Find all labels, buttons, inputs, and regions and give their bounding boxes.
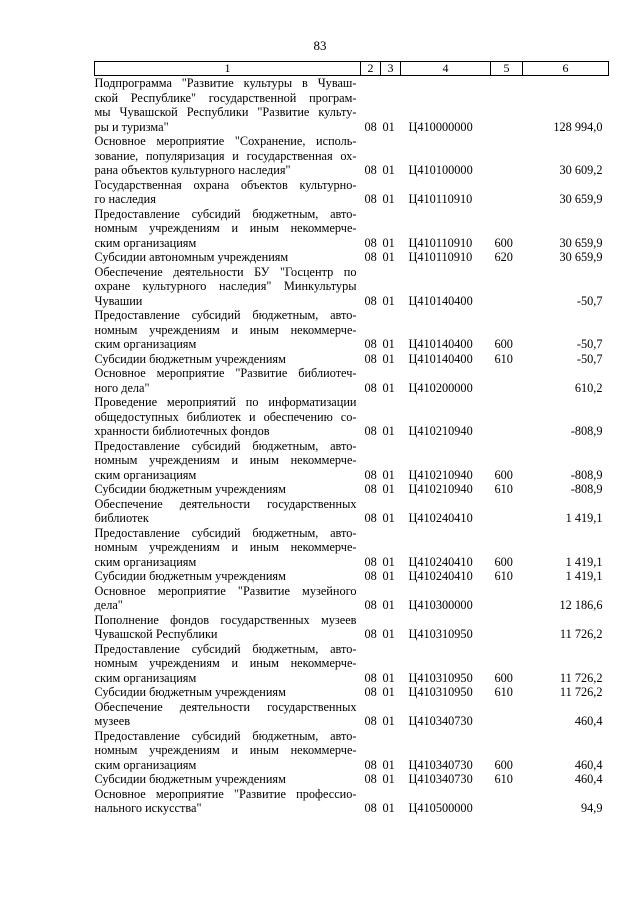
row-name-line: Предоставление субсидий бюджетным, авто- <box>94 206 357 221</box>
row-name-line: Проведение мероприятий по информатизации <box>94 395 357 409</box>
amount: 128 994,0 <box>553 119 603 134</box>
subsection-code: 01 <box>382 554 395 569</box>
row-name-line: Субсидии автономным учреждениям <box>94 250 289 264</box>
row-name-line: го наследия <box>94 192 156 206</box>
row-name-line: охране культурного наследия" Минкультуры <box>94 279 357 293</box>
table-row <box>95 250 609 265</box>
target-article: Ц410110910 <box>408 250 473 264</box>
row-name-line: Предоставление субсидий бюджетным, авто- <box>94 438 357 453</box>
table-row <box>95 395 609 439</box>
expense-type: 620 <box>494 250 513 264</box>
target-article: Ц410110910 <box>408 192 473 206</box>
row-name <box>95 366 361 395</box>
row-name-line: дела" <box>94 598 123 612</box>
section-code: 08 <box>364 250 377 264</box>
expense-type <box>491 700 523 729</box>
row-name <box>95 772 361 787</box>
amount: -50,7 <box>576 293 603 308</box>
row-name-line: Предоставление субсидий бюджетным, авто- <box>94 728 357 743</box>
expense-type: 600 <box>494 670 513 685</box>
row-name <box>95 642 361 686</box>
table-row <box>95 76 609 135</box>
expense-type <box>491 265 523 309</box>
table-row <box>95 729 609 773</box>
target-article: Ц410110910 <box>408 235 473 250</box>
subsection-code: 01 <box>382 772 395 786</box>
row-name <box>95 729 361 773</box>
subsection-code: 01 <box>382 569 395 583</box>
amount: 460,4 <box>574 714 603 728</box>
table-row <box>95 178 609 207</box>
amount: 30 659,9 <box>559 250 603 264</box>
expense-type <box>491 178 523 207</box>
section-code: 08 <box>364 598 377 612</box>
header-col-1: 1 <box>95 62 361 76</box>
section-code: 08 <box>364 337 377 351</box>
subsection-code: 01 <box>382 380 395 395</box>
page-number: 83 <box>313 38 327 53</box>
amount: 11 726,2 <box>559 670 603 685</box>
row-name <box>95 265 361 309</box>
row-name-line: ским организациям <box>94 554 197 569</box>
target-article: Ц410240410 <box>408 569 473 583</box>
section-code: 08 <box>364 627 377 641</box>
row-name <box>95 526 361 570</box>
subsection-code: 01 <box>382 801 395 815</box>
row-name-line: Предоставление субсидий бюджетным, авто- <box>94 308 357 322</box>
row-name <box>95 787 361 816</box>
amount: 11 726,2 <box>559 685 603 699</box>
row-name-line: Основное мероприятие "Развитие библиотеч- <box>94 366 357 380</box>
subsection-code: 01 <box>382 714 395 728</box>
subsection-code: 01 <box>382 192 395 206</box>
amount: 30 609,2 <box>559 163 603 177</box>
section-code: 08 <box>364 351 377 366</box>
row-name <box>95 308 361 352</box>
target-article: Ц410300000 <box>408 598 473 612</box>
subsection-code: 01 <box>382 685 395 699</box>
row-name <box>95 569 361 584</box>
target-article: Ц410240410 <box>408 554 473 569</box>
expense-type: 600 <box>494 467 513 482</box>
target-article: Ц410200000 <box>408 380 473 395</box>
table-row <box>95 787 609 816</box>
row-name-line: Субсидии бюджетным учреждениям <box>94 482 286 496</box>
subsection-code: 01 <box>382 757 395 772</box>
header-row <box>95 62 609 76</box>
row-name <box>95 250 361 265</box>
row-name-line: ским организациям <box>94 337 197 351</box>
expense-type <box>491 76 523 135</box>
table-row <box>95 497 609 526</box>
section-code: 08 <box>364 757 377 772</box>
section-code: 08 <box>364 670 377 685</box>
target-article: Ц410240410 <box>408 511 473 525</box>
target-article: Ц410500000 <box>408 801 473 815</box>
table-row <box>95 569 609 584</box>
amount: -808,9 <box>570 467 603 482</box>
table-row <box>95 772 609 787</box>
row-name <box>95 76 361 135</box>
subsection-code: 01 <box>382 598 395 612</box>
row-name <box>95 439 361 483</box>
subsection-code: 01 <box>382 670 395 685</box>
target-article: Ц410310950 <box>408 670 473 685</box>
header-col-3: 3 <box>381 62 401 76</box>
row-name-line: Основное мероприятие "Развитие музейного <box>94 583 357 598</box>
row-name-line: ским организациям <box>94 235 197 250</box>
amount: 1 419,1 <box>565 569 603 583</box>
row-name-line: зование, популяризация и государственная ох- <box>94 148 357 163</box>
expense-type: 610 <box>494 685 513 699</box>
row-name-line: ским организациям <box>94 670 197 685</box>
row-name-line: номным учреждениям и иным некоммерче- <box>94 743 357 757</box>
table-row <box>95 439 609 483</box>
row-name-line: хранности библиотечных фондов <box>94 424 270 438</box>
row-name-line: общедоступных библиотек и обеспечению со- <box>94 409 357 424</box>
header-col-4: 4 <box>401 62 491 76</box>
row-name <box>95 207 361 251</box>
amount: -808,9 <box>570 482 603 496</box>
expense-type <box>491 787 523 816</box>
amount: 30 659,9 <box>559 235 603 250</box>
row-name-line: номным учреждениям и иным некоммерче- <box>94 540 357 554</box>
table-row <box>95 482 609 497</box>
expense-type: 610 <box>494 351 513 366</box>
row-name <box>95 613 361 642</box>
amount: 11 726,2 <box>559 627 603 641</box>
target-article: Ц410310950 <box>408 685 473 699</box>
section-code: 08 <box>364 293 377 308</box>
row-name-line: Субсидии бюджетным учреждениям <box>94 685 286 699</box>
subsection-code: 01 <box>382 351 395 366</box>
table-row <box>95 685 609 700</box>
expense-type <box>491 497 523 526</box>
header-col-2: 2 <box>361 62 381 76</box>
table-row <box>95 308 609 352</box>
amount: 1 419,1 <box>565 511 603 525</box>
header-col-5: 5 <box>491 62 523 76</box>
row-name-line: Субсидии бюджетным учреждениям <box>94 351 286 366</box>
table-row <box>95 352 609 367</box>
row-name <box>95 482 361 497</box>
row-name-line: Предоставление субсидий бюджетным, авто- <box>94 641 357 656</box>
subsection-code: 01 <box>382 293 395 308</box>
row-name-line: мы Чувашской Республики "Развитие культу- <box>94 105 357 119</box>
row-name-line: номным учреждениям и иным некоммерче- <box>94 656 357 670</box>
amount: -50,7 <box>576 337 603 351</box>
row-name-line: Основное мероприятие "Развитие профессио- <box>94 786 357 801</box>
row-name-line: ским организациям <box>94 467 197 482</box>
table-row <box>95 613 609 642</box>
row-name <box>95 584 361 613</box>
expense-type <box>491 584 523 613</box>
table-row <box>95 134 609 178</box>
header-col-6: 6 <box>523 62 609 76</box>
table-row <box>95 207 609 251</box>
section-code: 08 <box>364 685 377 699</box>
target-article: Ц410310950 <box>408 627 473 641</box>
subsection-code: 01 <box>382 250 395 264</box>
subsection-code: 01 <box>382 119 395 134</box>
row-name-line: Чувашии <box>94 293 143 308</box>
row-name-line: Пополнение фондов государственных музеев <box>94 612 357 627</box>
subsection-code: 01 <box>382 424 395 438</box>
row-name-line: Обеспечение деятельности БУ "Госцентр по <box>94 264 357 279</box>
row-name-line: библиотек <box>94 511 149 525</box>
subsection-code: 01 <box>382 337 395 351</box>
subsection-code: 01 <box>382 235 395 250</box>
row-name-line: Предоставление субсидий бюджетным, авто- <box>94 525 357 540</box>
target-article: Ц410140400 <box>408 293 473 308</box>
section-code: 08 <box>364 569 377 583</box>
section-code: 08 <box>364 714 377 728</box>
section-code: 08 <box>364 554 377 569</box>
amount: 1 419,1 <box>565 554 603 569</box>
target-article: Ц410210940 <box>408 467 473 482</box>
subsection-code: 01 <box>382 467 395 482</box>
section-code: 08 <box>364 801 377 815</box>
amount: 94,9 <box>580 801 603 815</box>
row-name-line: нального искусства" <box>94 801 202 815</box>
row-name <box>95 395 361 439</box>
row-name-line: Подпрограмма "Развитие культуры в Чуваш- <box>94 76 357 90</box>
section-code: 08 <box>364 235 377 250</box>
expense-type <box>491 395 523 439</box>
expense-type: 600 <box>494 337 513 351</box>
expense-type <box>491 366 523 395</box>
target-article: Ц410340730 <box>408 772 473 786</box>
amount: 30 659,9 <box>559 192 603 206</box>
row-name <box>95 685 361 700</box>
target-article: Ц410140400 <box>408 337 473 351</box>
expense-type: 610 <box>494 482 513 496</box>
subsection-code: 01 <box>382 163 395 177</box>
row-name-line: Чувашской Республики <box>94 627 218 641</box>
row-name-line: ской Республике" государственной програм- <box>94 90 357 105</box>
table-row <box>95 700 609 729</box>
expense-type <box>491 134 523 178</box>
table-row <box>95 526 609 570</box>
section-code: 08 <box>364 380 377 395</box>
section-code: 08 <box>364 467 377 482</box>
subsection-code: 01 <box>382 627 395 641</box>
row-name-line: Обеспечение деятельности государственных <box>94 699 357 714</box>
row-name-line: ским организациям <box>94 757 197 772</box>
row-name-line: номным учреждениям и иным некоммерче- <box>94 453 357 467</box>
amount: 460,4 <box>574 757 603 772</box>
section-code: 08 <box>364 119 377 134</box>
row-name <box>95 497 361 526</box>
row-name-line: номным учреждениям и иным некоммерче- <box>94 322 357 337</box>
target-article: Ц410340730 <box>408 714 473 728</box>
row-name-line: рана объектов культурного наследия" <box>94 163 291 177</box>
row-name-line: Субсидии бюджетным учреждениям <box>94 569 286 583</box>
amount: -50,7 <box>576 351 603 366</box>
row-name-line: Обеспечение деятельности государственных <box>94 496 357 511</box>
target-article: Ц410340730 <box>408 757 473 772</box>
target-article: Ц410210940 <box>408 482 473 496</box>
amount: 12 186,6 <box>559 598 603 612</box>
amount: 610,2 <box>574 380 603 395</box>
budget-table <box>94 61 609 816</box>
section-code: 08 <box>364 163 377 177</box>
row-name-line: Субсидии бюджетным учреждениям <box>94 772 286 786</box>
target-article: Ц410210940 <box>408 424 473 438</box>
expense-type <box>491 613 523 642</box>
expense-type: 610 <box>494 569 513 583</box>
section-code: 08 <box>364 511 377 525</box>
row-name <box>95 700 361 729</box>
target-article: Ц410140400 <box>408 351 473 366</box>
expense-type: 600 <box>494 554 513 569</box>
row-name-line: ры и туризма" <box>94 119 169 134</box>
expense-type: 600 <box>494 757 513 772</box>
section-code: 08 <box>364 424 377 438</box>
row-name-line: музеев <box>94 714 131 728</box>
row-name-line: Государственная охрана объектов культурно- <box>94 177 357 192</box>
section-code: 08 <box>364 772 377 786</box>
amount: 460,4 <box>574 772 603 786</box>
row-name <box>95 352 361 367</box>
table-row <box>95 265 609 309</box>
target-article: Ц410100000 <box>408 163 473 177</box>
section-code: 08 <box>364 192 377 206</box>
row-name-line: ного дела" <box>94 380 150 395</box>
row-name-line: Основное мероприятие "Сохранение, исполь- <box>94 134 357 148</box>
row-name <box>95 134 361 178</box>
subsection-code: 01 <box>382 482 395 496</box>
expense-type: 610 <box>494 772 513 786</box>
subsection-code: 01 <box>382 511 395 525</box>
table-row <box>95 584 609 613</box>
amount: -808,9 <box>570 424 603 438</box>
section-code: 08 <box>364 482 377 496</box>
target-article: Ц410000000 <box>408 119 473 134</box>
row-name-line: номным учреждениям и иным некоммерче- <box>94 221 357 235</box>
table-row <box>95 366 609 395</box>
expense-type: 600 <box>494 235 513 250</box>
row-name <box>95 178 361 207</box>
table-row <box>95 642 609 686</box>
